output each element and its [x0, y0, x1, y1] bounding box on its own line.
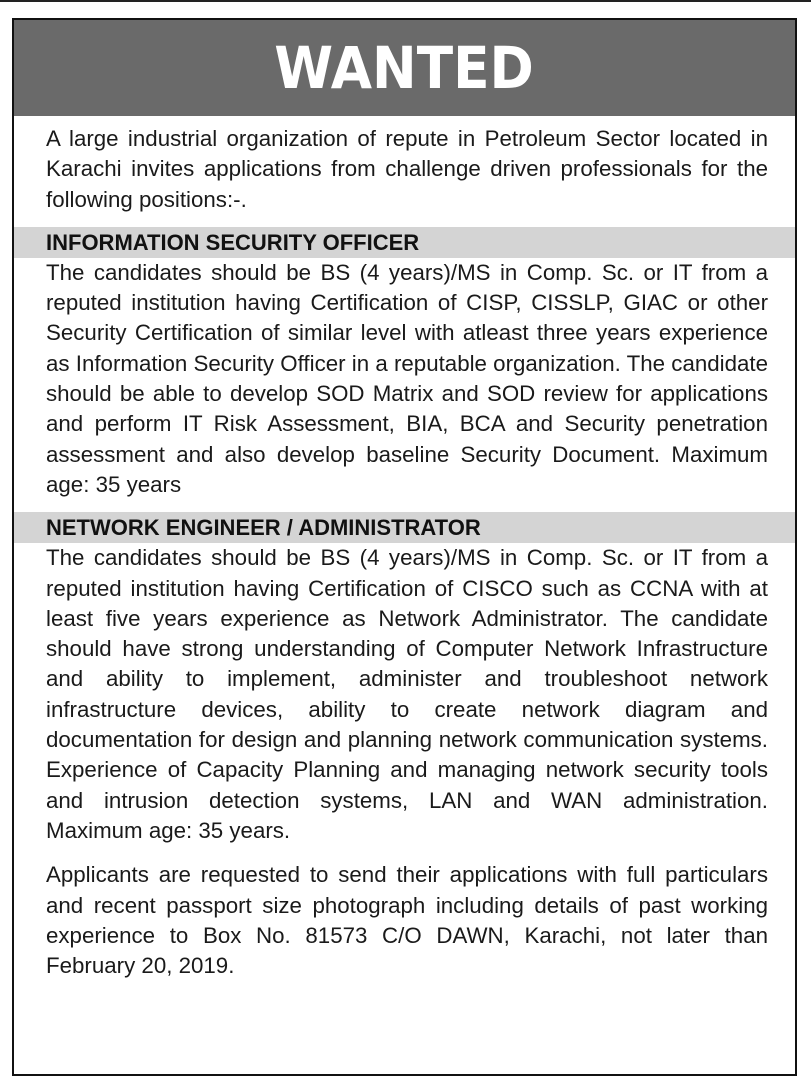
ad-title: WANTED [274, 34, 535, 102]
position-heading-network-engineer: NETWORK ENGINEER / ADMINISTRATOR [14, 512, 795, 543]
position-heading-security-officer: INFORMATION SECURITY OFFICER [14, 227, 795, 258]
job-advertisement [12, 18, 797, 1076]
top-rule [0, 0, 811, 2]
ad-content [14, 124, 795, 981]
position-body-security-officer: The candidates should be BS (4 years)/MS in Comp. Sc. or IT from a reputed institution having Certification of CISP, CISSLP, GIAC or other Security Certification of similar level with atleast three years experience as Information Security Officer in a reputable organization. The candidate should be able to develop SOD Matrix and SOD review for applications and perform IT Risk Assessment, BIA, BCA and Security penetration assessment and also develop baseline Security Document. Maximum age: 35 years [46, 259, 768, 497]
title-banner [14, 20, 795, 116]
closing-paragraph: Applicants are requested to send their applications with full particulars and recent passport size photograph including details of past working experience to Box No. 81573 C/O DAWN, Karachi, not later than February 20, 2019. [46, 862, 768, 979]
position-body-network-engineer: The candidates should be BS (4 years)/MS in Comp. Sc. or IT from a reputed institution having Certification of CISCO such as CCNA with at least five years experience as Network Administrator. The candidate should have strong understanding of Computer Network Infrastructure and ability to implement, administer and troubleshoot network infrastructure devices, ability to create network diagram and documentation for design and planning network communication systems. Experience of Capacity Planning and managing network security tools and intrusion detection systems, LAN and WAN administration. Maximum age: 35 years. [46, 545, 768, 843]
intro-paragraph: A large industrial organization of repute in Petroleum Sector located in Karachi invites applications from challenge driven professionals for the following positions:-. [46, 126, 768, 212]
